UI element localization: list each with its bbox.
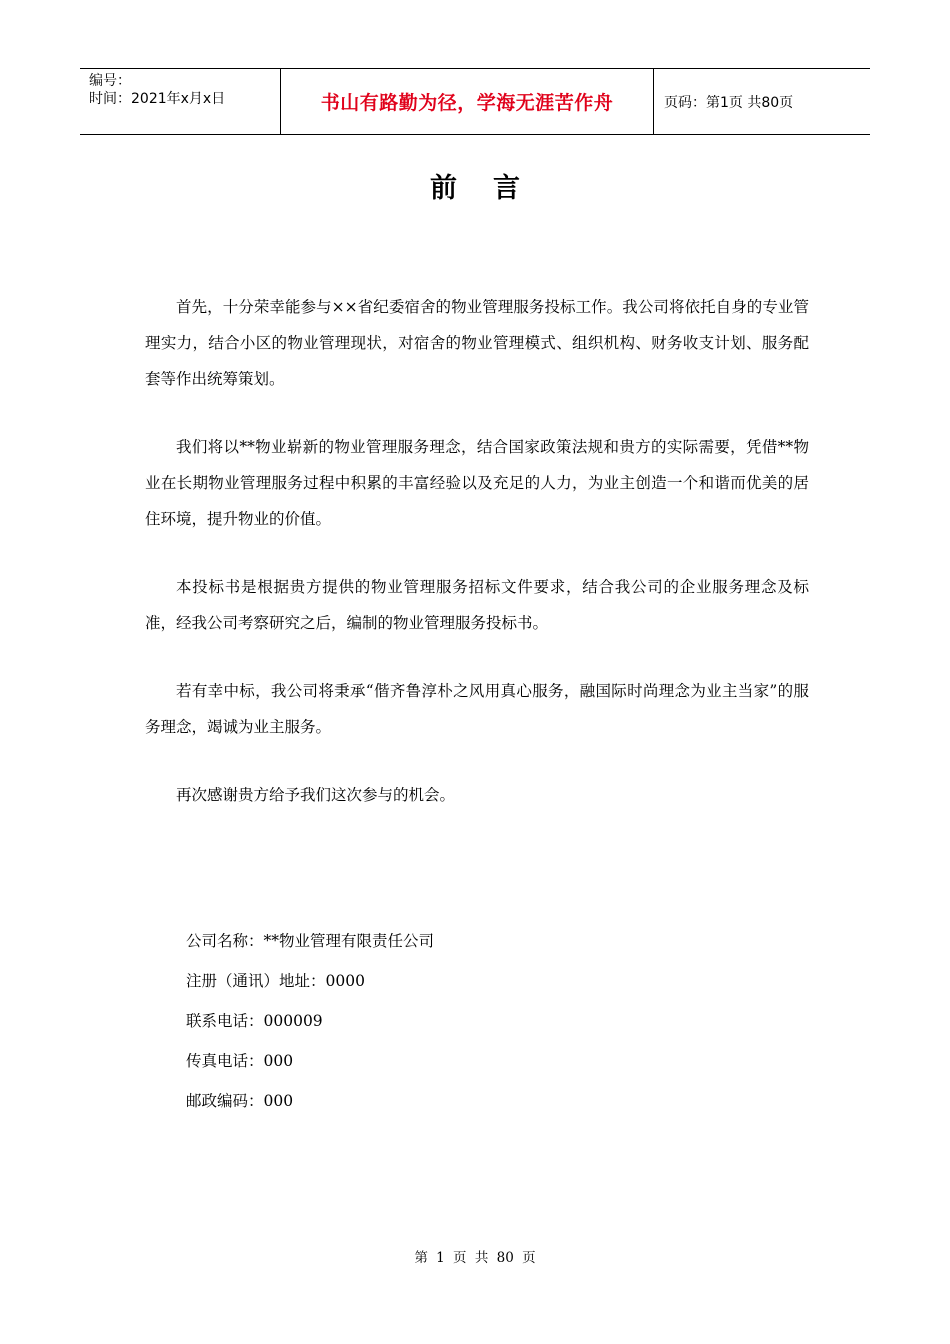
document-date: 时间：2021年x月x日 <box>89 91 226 107</box>
company-info <box>186 928 434 1128</box>
header-page-info: 页码：第1页 共80页 <box>664 94 794 111</box>
preface-body <box>145 289 809 845</box>
document-number-label: 编号： <box>89 73 131 89</box>
paragraph: 本投标书是根据贵方提供的物业管理服务招标文件要求，结合我公司的企业服务理念及标准，经我公司考察研究之后，编制的物业管理服务投标书。 <box>145 578 809 632</box>
header-motto-cell <box>281 69 654 134</box>
company-fax: 传真电话：000 <box>186 1052 294 1070</box>
paragraph: 我们将以**物业崭新的物业管理服务理念，结合国家政策法规和贵方的实际需要，凭借**物业在长期物业管理服务过程中积累的丰富经验以及充足的人力，为业主创造一个和谐而优美的居住环境，提升物业的价值。 <box>145 438 809 528</box>
company-phone: 联系电话：000009 <box>186 1012 323 1030</box>
paragraph: 再次感谢贵方给予我们这次参与的机会。 <box>176 786 456 804</box>
paragraph: 若有幸中标，我公司将秉承“偕齐鲁淳朴之风用真心服务，融国际时尚理念为业主当家”的服务理念，竭诚为业主服务。 <box>145 682 809 736</box>
company-name: 公司名称：**物业管理有限责任公司 <box>186 932 435 950</box>
document-title: 前言 <box>430 173 556 204</box>
page-header <box>80 68 870 135</box>
company-postcode: 邮政编码：000 <box>186 1092 294 1110</box>
paragraph: 首先，十分荣幸能参与××省纪委宿舍的物业管理服务投标工作。我公司将依托自身的专业管理实力，结合小区的物业管理现状，对宿舍的物业管理模式、组织机构、财务收支计划、服务配套等作出统筹策划。 <box>145 298 809 388</box>
company-address: 注册（通讯）地址：0000 <box>186 972 365 990</box>
page-footer: 第 1 页 共 80 页 <box>414 1250 536 1266</box>
header-motto: 书山有路勤为径，学海无涯苦作舟 <box>320 92 614 114</box>
header-meta-cell <box>80 69 281 134</box>
